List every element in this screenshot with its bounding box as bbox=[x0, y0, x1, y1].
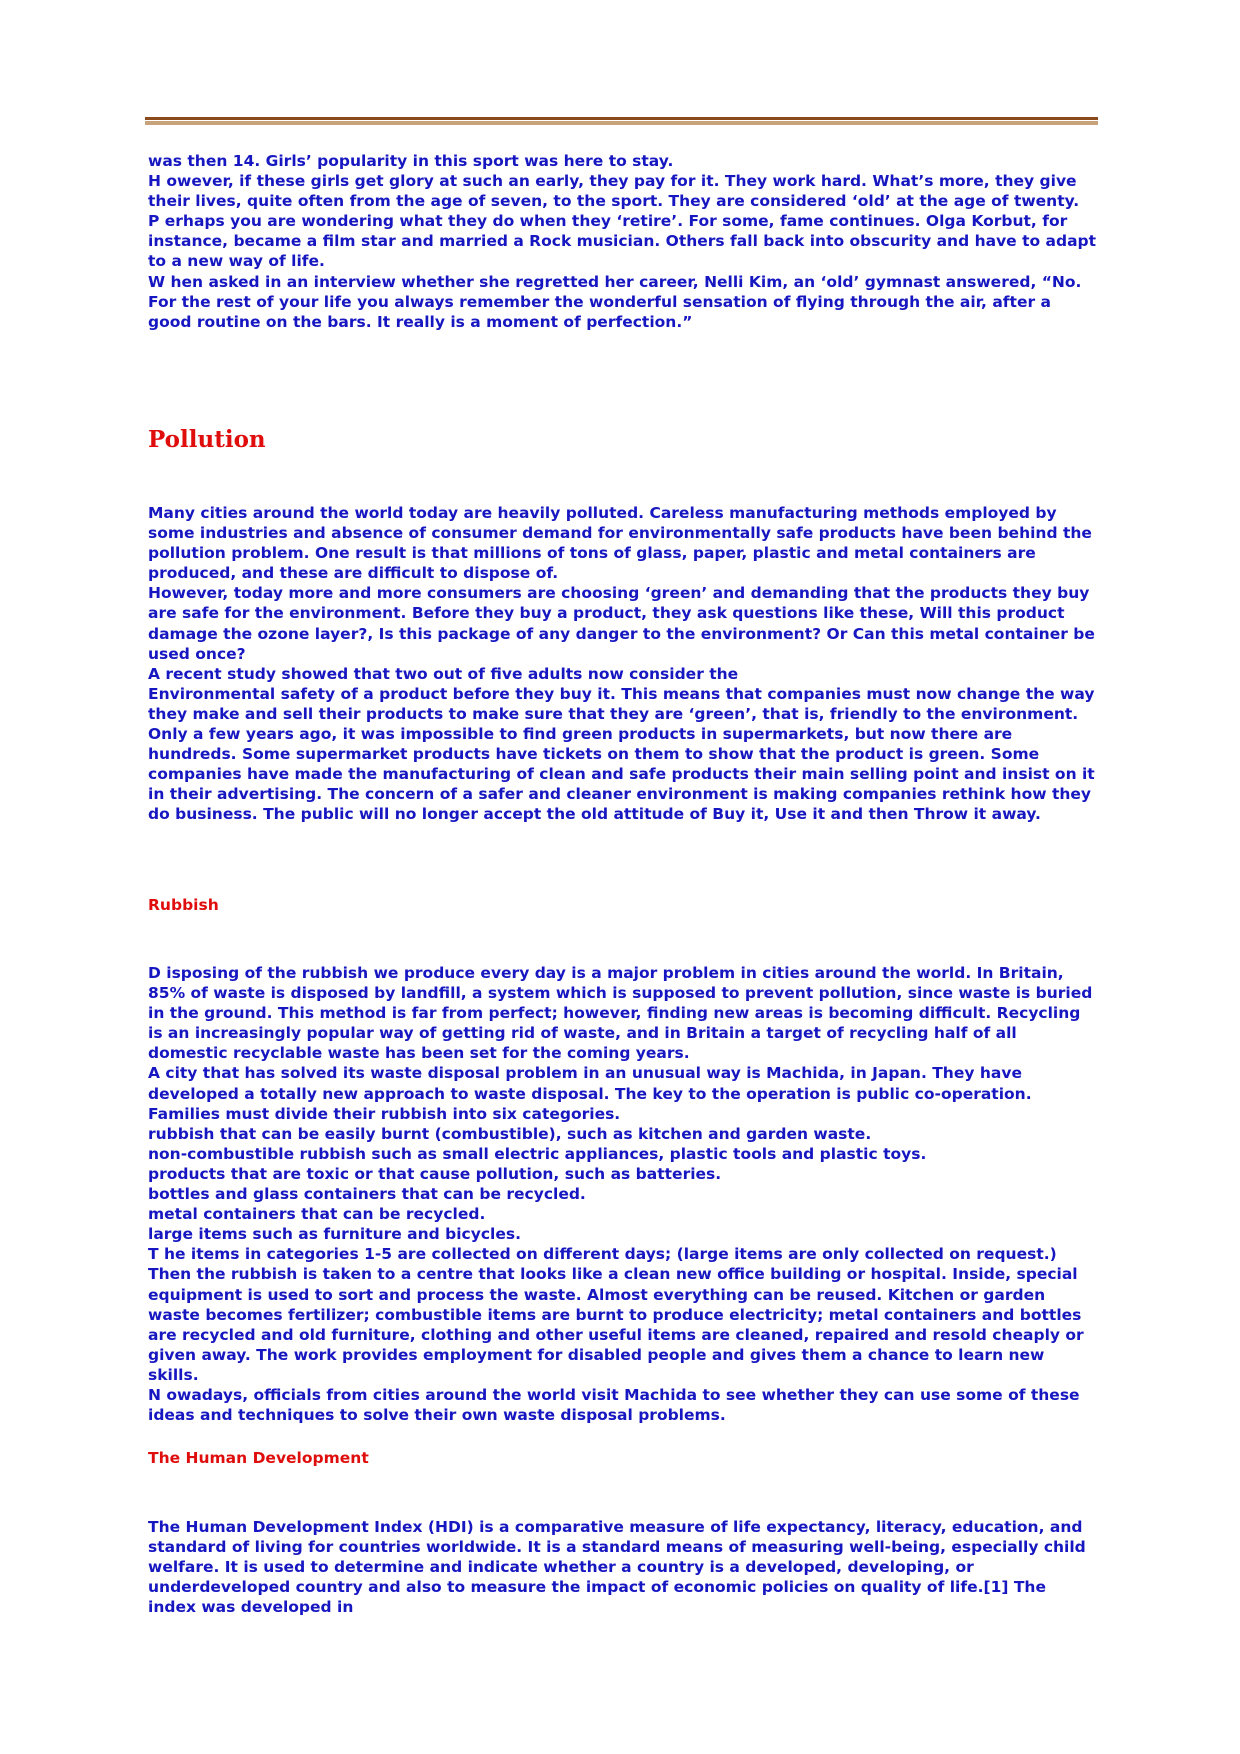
paragraph: N owadays, officials from cities around the world visit Machida to see whether they can use some of these ideas and techniques to solve their own waste disposal problems. bbox=[148, 1385, 1080, 1425]
human-development-text-block bbox=[148, 1517, 1098, 1617]
category-item: bottles and glass containers that can be recycled. bbox=[148, 1185, 586, 1204]
paragraph: A recent study showed that two out of five adults now consider the bbox=[148, 664, 739, 683]
paragraph: was then 14. Girls’ popularity in this sport was here to stay. bbox=[148, 152, 674, 170]
pollution-heading: Pollution bbox=[148, 426, 266, 453]
paragraph: Many cities around the world today are heavily polluted. Careless manufacturing methods employed by some industries and absence of consumer demand for environmentally safe products have been behind the pollution problem. One result is that millions of tons of glass, paper, plastic and metal containers are produced, and these are difficult to dispose of. bbox=[148, 504, 1092, 583]
gymnastics-text-block bbox=[148, 151, 1098, 332]
paragraph: D isposing of the rubbish we produce every day is a major problem in cities around the world. In Britain, 85% of waste is disposed by landfill, a system which is supposed to prevent pollution, since waste is buried in the ground. This method is far from perfect; however, finding new areas is becoming difficult. Recycling is an increasingly popular way of getting rid of waste, and in Britain a target of recycling half of all domestic recyclable waste has been set for the coming years. bbox=[148, 964, 1093, 1063]
paragraph: Environmental safety of a product before they buy it. This means that companies must now change the way they make and sell their products to make sure that they are ‘green’, that is, friendly to the environment. bbox=[148, 684, 1095, 723]
paragraph: However, today more and more consumers are choosing ‘green’ and demanding that the products they buy are safe for the environment. Before they buy a product, they ask questions like these, Will this product damage the ozone layer?, Is this package of any danger to the environment? Or Can this metal container be used once? bbox=[148, 584, 1095, 663]
top-divider-rule bbox=[145, 117, 1098, 125]
paragraph: T he items in categories 1-5 are collected on different days; (large items are only collected on request.) Then the rubbish is taken to a centre that looks like a clean new office building or hospital. Inside, special equipment is used to sort and process the waste. Almost everything can be reused. Kitchen or garden waste becomes fertilizer; combustible items are burnt to produce electricity; metal containers and bottles are recycled and old furniture, clothing and other useful items are cleaned, repaired and resold cheaply or given away. The work provides employment for disabled people and gives them a chance to learn new skills. bbox=[148, 1245, 1084, 1384]
category-item: metal containers that can be recycled. bbox=[148, 1205, 486, 1224]
category-item: large items such as furniture and bicycles. bbox=[148, 1225, 521, 1244]
rubbish-heading: Rubbish bbox=[148, 896, 219, 914]
paragraph: The Human Development Index (HDI) is a comparative measure of life expectancy, literacy, education, and standard of living for countries worldwide. It is a standard means of measuring well-being, especially child welfare. It is used to determine and indicate whether a country is a developed, developing, or underdeveloped country and also to measure the impact of economic policies on quality of life.[1] The index was developed in bbox=[148, 1518, 1086, 1617]
category-item: rubbish that can be easily burnt (combustible), such as kitchen and garden waste. bbox=[148, 1124, 872, 1143]
paragraph: Only a few years ago, it was impossible to find green products in supermarkets, but now there are hundreds. Some supermarket products have tickets on them to show that the product is green. Some companies have made the manufacturing of clean and safe products their main selling point and insist on it in their advertising. The concern of a safer and cleaner environment is making companies rethink how they do business. The public will no longer accept the old attitude of Buy it, Use it and then Throw it away. bbox=[148, 725, 1095, 824]
category-item: products that are toxic or that cause pollution, such as batteries. bbox=[148, 1164, 722, 1183]
paragraph: P erhaps you are wondering what they do when they ‘retire’. For some, fame continues. Olga Korbut, for instance, became a film star and married a Rock musician. Others fall back into obscurity and have to adapt to a new way of life. bbox=[148, 212, 1097, 271]
pollution-text-block bbox=[148, 503, 1098, 825]
category-item: non-combustible rubbish such as small electric appliances, plastic tools and plastic toys. bbox=[148, 1144, 927, 1163]
rubbish-text-block bbox=[148, 963, 1098, 1425]
human-development-heading: The Human Development bbox=[148, 1449, 369, 1467]
paragraph: W hen asked in an interview whether she regretted her career, Nelli Kim, an ‘old’ gymnast answered, “No. For the rest of your life you always remember the wonderful sensation of flying through the air, after a good routine on the bars. It really is a moment of perfection.” bbox=[148, 272, 1082, 331]
paragraph: H owever, if these girls get glory at such an early, they pay for it. They work hard. What’s more, they give their lives, quite often from the age of seven, to the sport. They are considered ‘old’ at the age of twenty. bbox=[148, 172, 1080, 211]
paragraph: A city that has solved its waste disposal problem in an unusual way is Machida, in Japan. They have developed a totally new approach to waste disposal. The key to the operation is public co-operation. Families must divide their rubbish into six categories. bbox=[148, 1064, 1032, 1123]
